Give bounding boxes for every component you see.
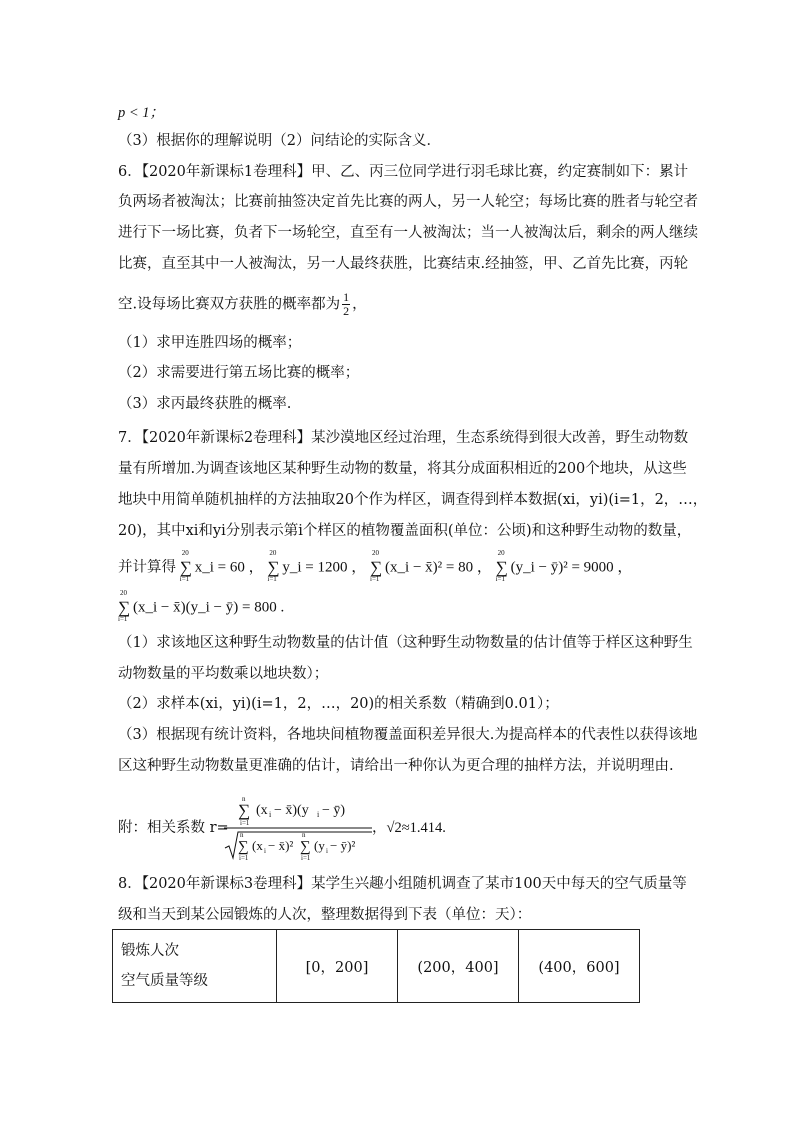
q5-sub3: （3）根据你的理解说明（2）问结论的实际含义． — [118, 133, 441, 149]
sum-sign: 20 ∑ i=1 — [495, 549, 508, 583]
svg-text:∑: ∑ — [300, 839, 311, 855]
svg-text:i=1: i=1 — [239, 854, 249, 862]
q7-sub1-a: （1）求该地区这种野生动物数量的估计值（这种野生动物数量的估计值等于样区这种野生 — [118, 635, 693, 651]
svg-text:− ȳ)²: − ȳ)² — [330, 838, 356, 853]
q6-line-3: 进行下一场比赛，负者下一场轮空，直至有一人被淘汰；当一人被淘汰后，剩余的两人继续 — [118, 225, 698, 241]
svg-text:n: n — [242, 795, 246, 803]
correlation-formula — [118, 792, 538, 862]
q6-line-2: 负两场者被淘汰；比赛前抽签决定首先比赛的两人，另一人轮空；每场比赛的胜者与轮空者 — [118, 194, 698, 210]
sum-sign: 20 ∑ i=1 — [118, 589, 131, 623]
sum-sign: 20 ∑ i=1 — [179, 549, 192, 583]
svg-text:i=1: i=1 — [301, 854, 311, 862]
q7-line-2: 量有所增加.为调查该地区某种野生动物的数量，将其分成面积相近的200个地块，从这些 — [118, 461, 687, 477]
header-air-quality: 空气质量等级 — [121, 973, 208, 989]
q7-sums-line: 并计算得 20 ∑ i=1 x_i = 60 ， 20 ∑ i=1 y_i = 1200 ， 20 ∑ i=1 (x_i − x̄)² = 80 ， 20 ∑ i=1 (y_i − ȳ)² = 9000 ， — [118, 549, 633, 583]
half-fraction: $\frac{1}{2}$ — [343, 290, 350, 318]
table-header-cell — [113, 930, 277, 1003]
svg-text:(y: (y — [314, 838, 325, 853]
q7-sub3-a: （3）根据现有统计资料，各地块间植物覆盖面积差异很大.为提高样本的代表性以获得该地 — [118, 727, 698, 743]
svg-text:n: n — [302, 831, 306, 839]
q6-sub3: （3）求丙最终获胜的概率. — [118, 396, 292, 412]
svg-text:(x: (x — [252, 838, 263, 853]
q6-sub1: （1）求甲连胜四场的概率； — [118, 335, 302, 351]
q8-line-2: 级和当天到某公园锻炼的人次，整理数据得到下表（单位：天）： — [118, 907, 532, 923]
svg-text:n: n — [240, 831, 244, 839]
svg-text:− x̄)²: − x̄)² — [268, 838, 294, 853]
inequality-line: p < 1； — [118, 105, 165, 121]
q7-sub2: （2）求样本(xi，yi)(i=1，2，…，20)的相关系数（精确到0.01）； — [118, 696, 559, 712]
svg-text:i: i — [326, 847, 328, 855]
formula-lead: 附：相关系数 r= — [118, 820, 229, 836]
svg-text:i=1: i=1 — [240, 819, 250, 827]
sqrt2-approx: ，√2≈1.414. — [372, 820, 446, 836]
q7-cross-sum: 20 ∑ i=1 (x_i − x̄)(y_i − ȳ) = 800 . — [118, 589, 285, 623]
table-col-0-200: [0，200] — [277, 930, 398, 1003]
sum-sign: 20 ∑ i=1 — [370, 549, 383, 583]
q8-line-1: 8．【2020年新课标3卷理科】某学生兴趣小组随机调查了某市100天中每天的空气质量等 — [118, 876, 687, 892]
svg-text:i: i — [317, 810, 320, 819]
table-row — [113, 930, 640, 1003]
air-quality-table — [112, 929, 640, 1003]
q7-sub3-b: 区这种野生动物数量更准确的估计，请给出一种你认为更合理的抽样方法，并说明理由. — [118, 758, 674, 774]
q7-line-1: 7．【2020年新课标2卷理科】某沙漠地区经过治理，生态系统得到很大改善，野生动物数 — [118, 430, 689, 446]
table-col-400-600: (400，600] — [519, 930, 640, 1003]
svg-text:− ȳ): − ȳ) — [322, 803, 346, 818]
sum-sign: 20 ∑ i=1 — [267, 549, 280, 583]
table-col-200-400: (200，400] — [398, 930, 519, 1003]
q7-sub1-b: 动物数量的平均数乘以地块数）； — [118, 666, 329, 682]
svg-text:i: i — [269, 810, 272, 819]
q6-sub2: （2）求需要进行第五场比赛的概率； — [118, 365, 360, 381]
svg-text:∑: ∑ — [238, 801, 251, 820]
header-exercise: 锻炼人次 — [121, 943, 179, 959]
svg-text:∑: ∑ — [238, 839, 249, 855]
q6-line-5: 空.设每场比赛双方获胜的概率都为 $\frac{1}{2}$ ， — [118, 290, 367, 318]
q6-line-1: 6．【2020年新课标1卷理科】甲、乙、丙三位同学进行羽毛球比赛，约定赛制如下：累计 — [118, 164, 689, 180]
q7-line-3: 地块中用简单随机抽样的方法抽取20个作为样区，调查得到样本数据(xi，yi)(i=1，2，…， — [118, 492, 708, 508]
svg-text:i: i — [264, 847, 266, 855]
svg-text:− x̄)(y: − x̄)(y — [274, 803, 309, 818]
svg-text:(x: (x — [256, 803, 268, 818]
q7-line-4: 20)，其中xi和yi分别表示第i个样区的植物覆盖面积(单位：公顷)和这种野生动物的数量， — [118, 523, 692, 539]
q6-line-4: 比赛，直至其中一人被淘汰，另一人最终获胜，比赛结束.经抽签，甲、乙首先比赛，丙轮 — [118, 256, 689, 272]
